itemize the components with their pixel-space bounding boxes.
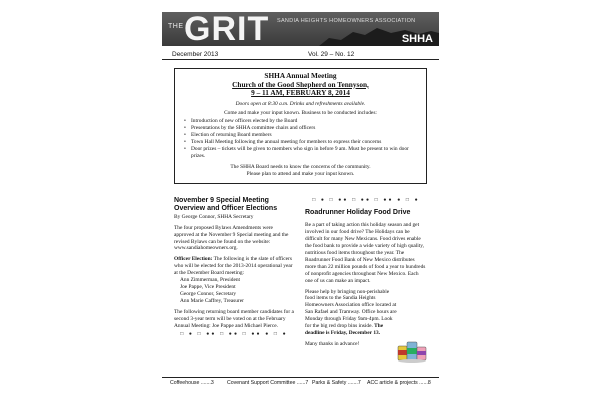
food-drive-article [305,197,427,348]
officer-election-text: The following is the slate of officers who will be elected for the 2013-2014 operational year at the December Board meeting: [174,256,293,277]
officer-item: Ann Marie Caffrey, Treasurer [180,297,244,304]
agenda-item: • Election of returning Board members [183,132,418,139]
agenda-item: • Door prizes – tickets will be given to members who sign in before 9 am. Must be present to win door prizes. [183,146,418,160]
announcement-location: Church of the Good Shepherd on Tennyson, [232,79,369,89]
officer-item: Ann Zimmerman, President [180,277,241,284]
contents-item: ACC article & projects ......8 [367,380,431,386]
article-headline: Overview and Officer Elections [174,205,278,213]
announcement-title: SHHA Annual Meeting [264,71,337,80]
contents-item: Covenant Support Committee ......7 [227,380,309,386]
announcement-datetime: 9 – 11 AM, FEBRUARY 8, 2014 [251,88,350,97]
contents-footer [162,379,439,387]
announcement-footer-1: The SHHA Board needs to know the concerns of the community. [230,163,371,170]
masthead-the: THE [168,23,184,30]
article-paragraph [174,256,294,277]
masthead-association: SANDIA HEIGHTS HOMEOWNERS ASSOCIATION [277,18,416,24]
footer-divider [162,377,439,378]
agenda-list [183,118,418,160]
issue-dateline [162,49,439,59]
agenda-item: • Presentations by the SHHA committee chairs and officers [183,125,418,132]
special-meeting-article [174,197,294,338]
annual-meeting-box [174,68,427,184]
article-paragraph: Be a part of taking action this holiday season and get involved in our food drive? The Holidays can be difficult for many New Mexicans. Food drives enable the food bank to provide a wide variety of high quality, nutritious food items throughout the year. The Roadrunner Food Bank of New Mexico distributes more than 22 million pounds of food a year to hundreds of nonprofit agencies throughout New Mexico. Each one of us can make an impact. [305,222,426,284]
food-drive-details: Please help by bringing non-perishable food items to the Sandia Heights Homeowners Association office located at San Rafael and Tramway. Office hours are Monday through Friday 9am-4pm. Look for the big red drop bins inside. [305,288,397,330]
announcement-footer-2: Please plan to attend and make your input known. [246,170,355,177]
masthead-logo: SHHA [401,33,433,45]
header-divider [162,59,439,60]
agenda-item: • Introduction of new officers elected by the Board [183,118,418,125]
masthead-banner [162,12,439,46]
contents-item: Parks & Safety .......7 [312,380,361,386]
officer-item: Joe Pappe, Vice President [180,283,236,290]
article-paragraph: The four proposed Bylaws Amendments were approved at the November 9 Special meeting and the revised Bylaws can be found on the website: www.sandiahomeowners.org. [174,224,289,252]
agenda-item: • Town Hall Meeting following the annual meeting for members to express their concerns [183,139,418,146]
section-divider: □ ● □ ●● □ ●● □ ●● ● □ ● [180,332,288,338]
section-divider: □ ● □ ●● □ ●● □ ●● ● □ ● [312,198,420,203]
article-headline: November 9 Special Meeting [174,197,269,204]
issue-date: December 2013 [172,51,219,58]
canned-food-icon [396,338,428,364]
article-paragraph [305,289,427,337]
officer-item: George Connor, Secretary [180,290,237,297]
announcement-intro: Come and make your input known. Business to be conducted includes: [224,109,377,116]
issue-volume: Vol. 29 – No. 12 [308,51,355,58]
article-thanks: Many thanks in advance! [305,340,360,347]
article-byline: By George Connor, SHHA Secretary [174,213,254,220]
officer-election-label: Officer Election: [174,256,213,263]
article-paragraph: The following returning board member candidates for a second 3-year term will be voted on at the February Annual Meeting: Joe Pappe and Michael Pierce. [174,308,294,329]
masthead-title: GRIT [184,12,270,46]
announcement-doors: Doors open at 8:30 a.m. Drinks and refreshments available. [235,100,366,107]
food-drive-deadline: The deadline is Friday, December 13. [305,323,384,336]
article-headline: Roadrunner Holiday Food Drive [305,209,411,216]
contents-item: Coffeehouse .......3 [170,380,214,386]
